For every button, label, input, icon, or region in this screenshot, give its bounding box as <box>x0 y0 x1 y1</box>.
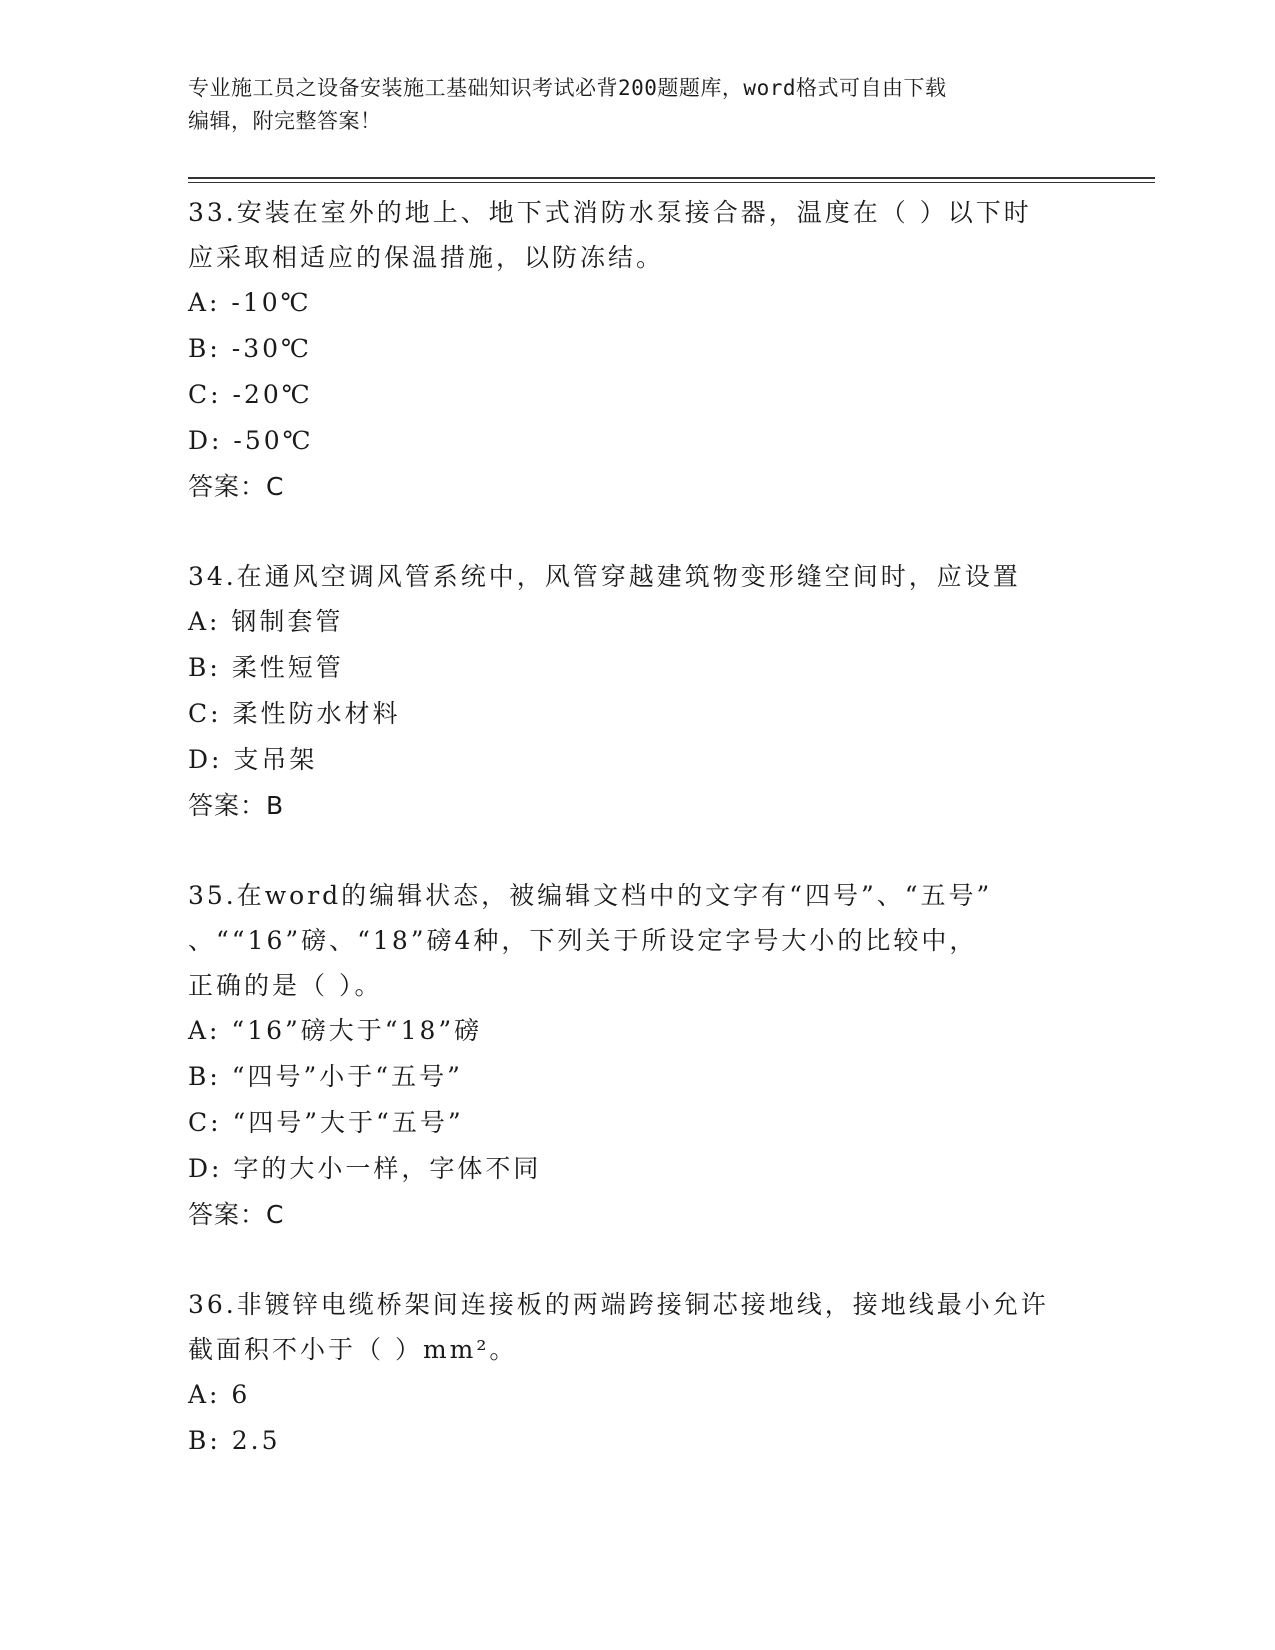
question-36 <box>188 1282 1088 1464</box>
question-text: 34.在通风空调风管系统中，风管穿越建筑物变形缝空间时，应设置 <box>188 562 1021 591</box>
option-b: B: 2.5 <box>188 1426 281 1455</box>
option-d: D: 字的大小一样，字体不同 <box>188 1154 542 1183</box>
question-text: 正确的是（ ）。 <box>188 971 383 1000</box>
header-divider-thin <box>188 182 1155 183</box>
question-text: 、““16”磅、“18”磅4种，下列关于所设定字号大小的比较中， <box>188 926 978 955</box>
option-a: A: “16”磅大于“18”磅 <box>188 1016 483 1045</box>
question-text: 应采取相适应的保温措施，以防冻结。 <box>188 243 665 272</box>
question-34 <box>188 554 1088 829</box>
option-d: D: 支吊架 <box>188 745 318 774</box>
question-text: 36.非镀锌电缆桥架间连接板的两端跨接铜芯接地线，接地线最小允许 <box>188 1290 1049 1319</box>
header-divider-thick <box>188 177 1155 179</box>
option-b: B: 柔性短管 <box>188 653 344 682</box>
question-35 <box>188 873 1088 1238</box>
spacer <box>188 1238 1088 1282</box>
document-header <box>188 72 1088 138</box>
answer: 答案：C <box>188 1200 285 1229</box>
spacer <box>188 510 1088 554</box>
question-33 <box>188 190 1088 510</box>
option-a: A: 6 <box>188 1380 251 1409</box>
question-text: 33.安装在室外的地上、地下式消防水泵接合器，温度在（ ）以下时 <box>188 198 1032 227</box>
spacer <box>188 829 1088 873</box>
option-a: A: 钢制套管 <box>188 607 344 636</box>
question-list <box>188 190 1088 1464</box>
option-d: D: -50℃ <box>188 426 314 455</box>
answer: 答案：C <box>188 472 285 501</box>
question-text: 截面积不小于（ ）mm²。 <box>188 1335 518 1364</box>
option-c: C: -20℃ <box>188 380 313 409</box>
question-text: 35.在word的编辑状态，被编辑文档中的文字有“四号”、“五号” <box>188 881 993 910</box>
option-c: C: “四号”大于“五号” <box>188 1108 464 1137</box>
header-line-1: 专业施工员之设备安装施工基础知识考试必背200题题库，word格式可自由下载 <box>188 76 947 100</box>
option-b: B: -30℃ <box>188 334 312 363</box>
option-b: B: “四号”小于“五号” <box>188 1062 463 1091</box>
answer: 答案：B <box>188 791 285 820</box>
header-line-2: 编辑，附完整答案！ <box>188 109 382 133</box>
option-a: A: -10℃ <box>188 288 312 317</box>
option-c: C: 柔性防水材料 <box>188 699 401 728</box>
